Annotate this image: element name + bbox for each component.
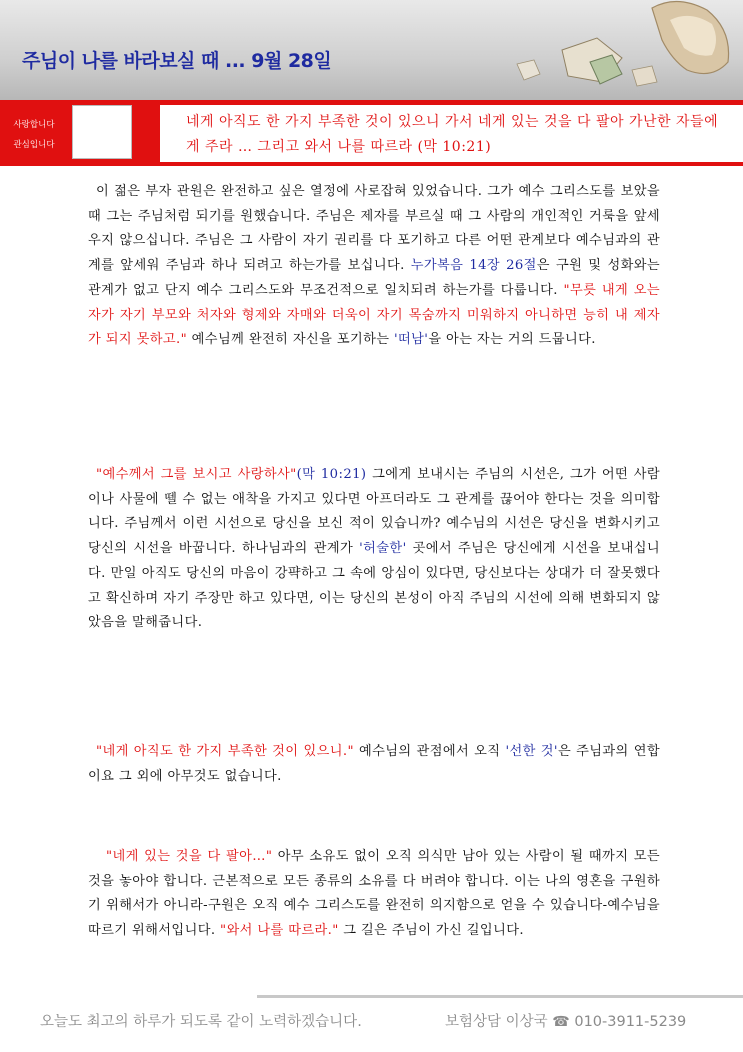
p3-text-b: 예수님의 관점에서 오직 bbox=[353, 744, 506, 759]
p1-text-e: 예수님께 완전히 자신을 포기하는 bbox=[187, 332, 394, 348]
phone-icon: ☎ bbox=[552, 1014, 570, 1030]
p3-emphasis: '선한 것' bbox=[505, 744, 558, 759]
banner-left-block bbox=[0, 100, 160, 166]
p4-quote-2: "와서 나를 따르라." bbox=[220, 923, 339, 939]
banner-bottom-line bbox=[0, 162, 743, 166]
paragraph-2 bbox=[88, 463, 660, 636]
p1-emphasis: '떠남' bbox=[393, 332, 429, 348]
banner-label-line2: 관심입니다 bbox=[13, 140, 55, 150]
p1-text-a: 이 젊은 부자 관원은 완전하고 싶은 열정에 사로잡혀 있었습니다. 그가 예수 그리스도를 보았을 때 그는 주님처럼 되기를 원했습니다. 주님은 제자를 부르실 때 그 사람의 개인적인 거룩을 앞세우지 않으십니다. 주님은 그 사람이 자기 권리를 다 포기하고 다른 어떤 관계보다 예수님과의 관계를 앞세워 주님과 하나 되려고 하는가를 보십니다. bbox=[88, 184, 660, 274]
p2-emphasis: '허술한' bbox=[359, 541, 407, 557]
p1-text-c: 은 구원 및 성화와는 관계가 없고 단지 예수 그리스도와 무조건적으로 일치되려 하는가를 다룹니다. bbox=[88, 258, 661, 298]
paragraph-1 bbox=[88, 180, 660, 353]
p2-text-c: 그에게 보내시는 주님의 시선은, 그가 어떤 사람이나 사물에 뗄 수 없는 애착을 가지고 있다면 아프더라도 그 관계를 끊어야 한다는 것을 의미합니다. 주님께서 이런 시선으로 당신을 보신 적이 있습니까? 예수님의 시선은 당신을 변화시키고 당신의 시선을 바꿉니다. 하나님과의 관계가 bbox=[88, 467, 660, 557]
verse-reference: (막 10:21) bbox=[417, 139, 492, 155]
p2-quote: "예수께서 그를 보시고 사랑하사" bbox=[96, 467, 297, 482]
broken-eggshell-illustration bbox=[502, 0, 737, 100]
paragraph-3 bbox=[88, 740, 660, 789]
p3-text-d: 은 주님과의 연합이요 그 외에 아무것도 없습니다. bbox=[88, 744, 660, 784]
page-footer bbox=[40, 1010, 720, 1031]
page-title: 주님이 나를 바라보실 때 ... 9월 28일 bbox=[22, 50, 332, 72]
banner-label bbox=[8, 115, 60, 155]
key-verse bbox=[186, 110, 726, 160]
footer-contact bbox=[445, 1010, 686, 1031]
p4-text-b: 아무 소유도 없이 오직 의식만 남아 있는 사람이 될 때까지 모든 것을 놓아야 합니다. 근본적으로 모든 종류의 소유를 다 버려야 합니다. 이는 나의 영혼을 구원하기 위해서가 아니라-구원은 오직 예수 그리스도를 완전히 의지함으로 얻을 수 있습니다-예수님을 따르기 위해서입니다. bbox=[88, 849, 660, 939]
p2-scripture-ref: (막 10:21) bbox=[296, 467, 367, 482]
footer-phone-number: 010-3911-5239 bbox=[569, 1014, 687, 1030]
p1-quote: "무릇 내게 오는 자가 자기 부모와 처자와 형제와 자매와 더욱이 자기 목숨까지 미워하지 아니하면 능히 내 제자가 되지 못하고." bbox=[88, 282, 660, 348]
banner-label-line1: 사랑합니다 bbox=[13, 120, 55, 130]
footer-divider bbox=[257, 995, 743, 998]
page-header bbox=[0, 0, 743, 100]
verse-text: 네게 아직도 한 가지 부족한 것이 있으니 가서 네게 있는 것을 다 팔아 가난한 자들에게 주라 … 그리고 와서 나를 따르라 bbox=[186, 114, 719, 155]
p2-text-e: 곳에서 주님은 당신에게 시선을 보내십니다. 만일 아직도 당신의 마음이 강퍅하고 그 속에 앙심이 있다면, 당신보다는 상대가 더 잘못했다고 확신하며 자기 주장만 하고 있다면, 이는 당신의 본성이 아직 주님의 시선에 의해 변화되지 않았음을 말해줍니다. bbox=[88, 541, 660, 631]
footer-slogan: 오늘도 최고의 하루가 되도록 같이 노력하겠습니다. bbox=[40, 1014, 362, 1030]
p4-quote: "네게 있는 것을 다 팔아…" bbox=[106, 849, 273, 864]
p1-scripture-ref: 누가복음 14장 26절 bbox=[410, 258, 537, 274]
p1-text-g: 을 아는 자는 거의 드뭅니다. bbox=[428, 332, 596, 348]
p4-text-d: 그 길은 주님이 가신 길입니다. bbox=[338, 923, 524, 939]
p3-quote: "네게 아직도 한 가지 부족한 것이 있으니." bbox=[96, 744, 354, 759]
footer-contact-name: 보험상담 이상국 bbox=[445, 1014, 553, 1030]
banner-white-box bbox=[72, 105, 132, 159]
paragraph-4 bbox=[88, 845, 660, 944]
